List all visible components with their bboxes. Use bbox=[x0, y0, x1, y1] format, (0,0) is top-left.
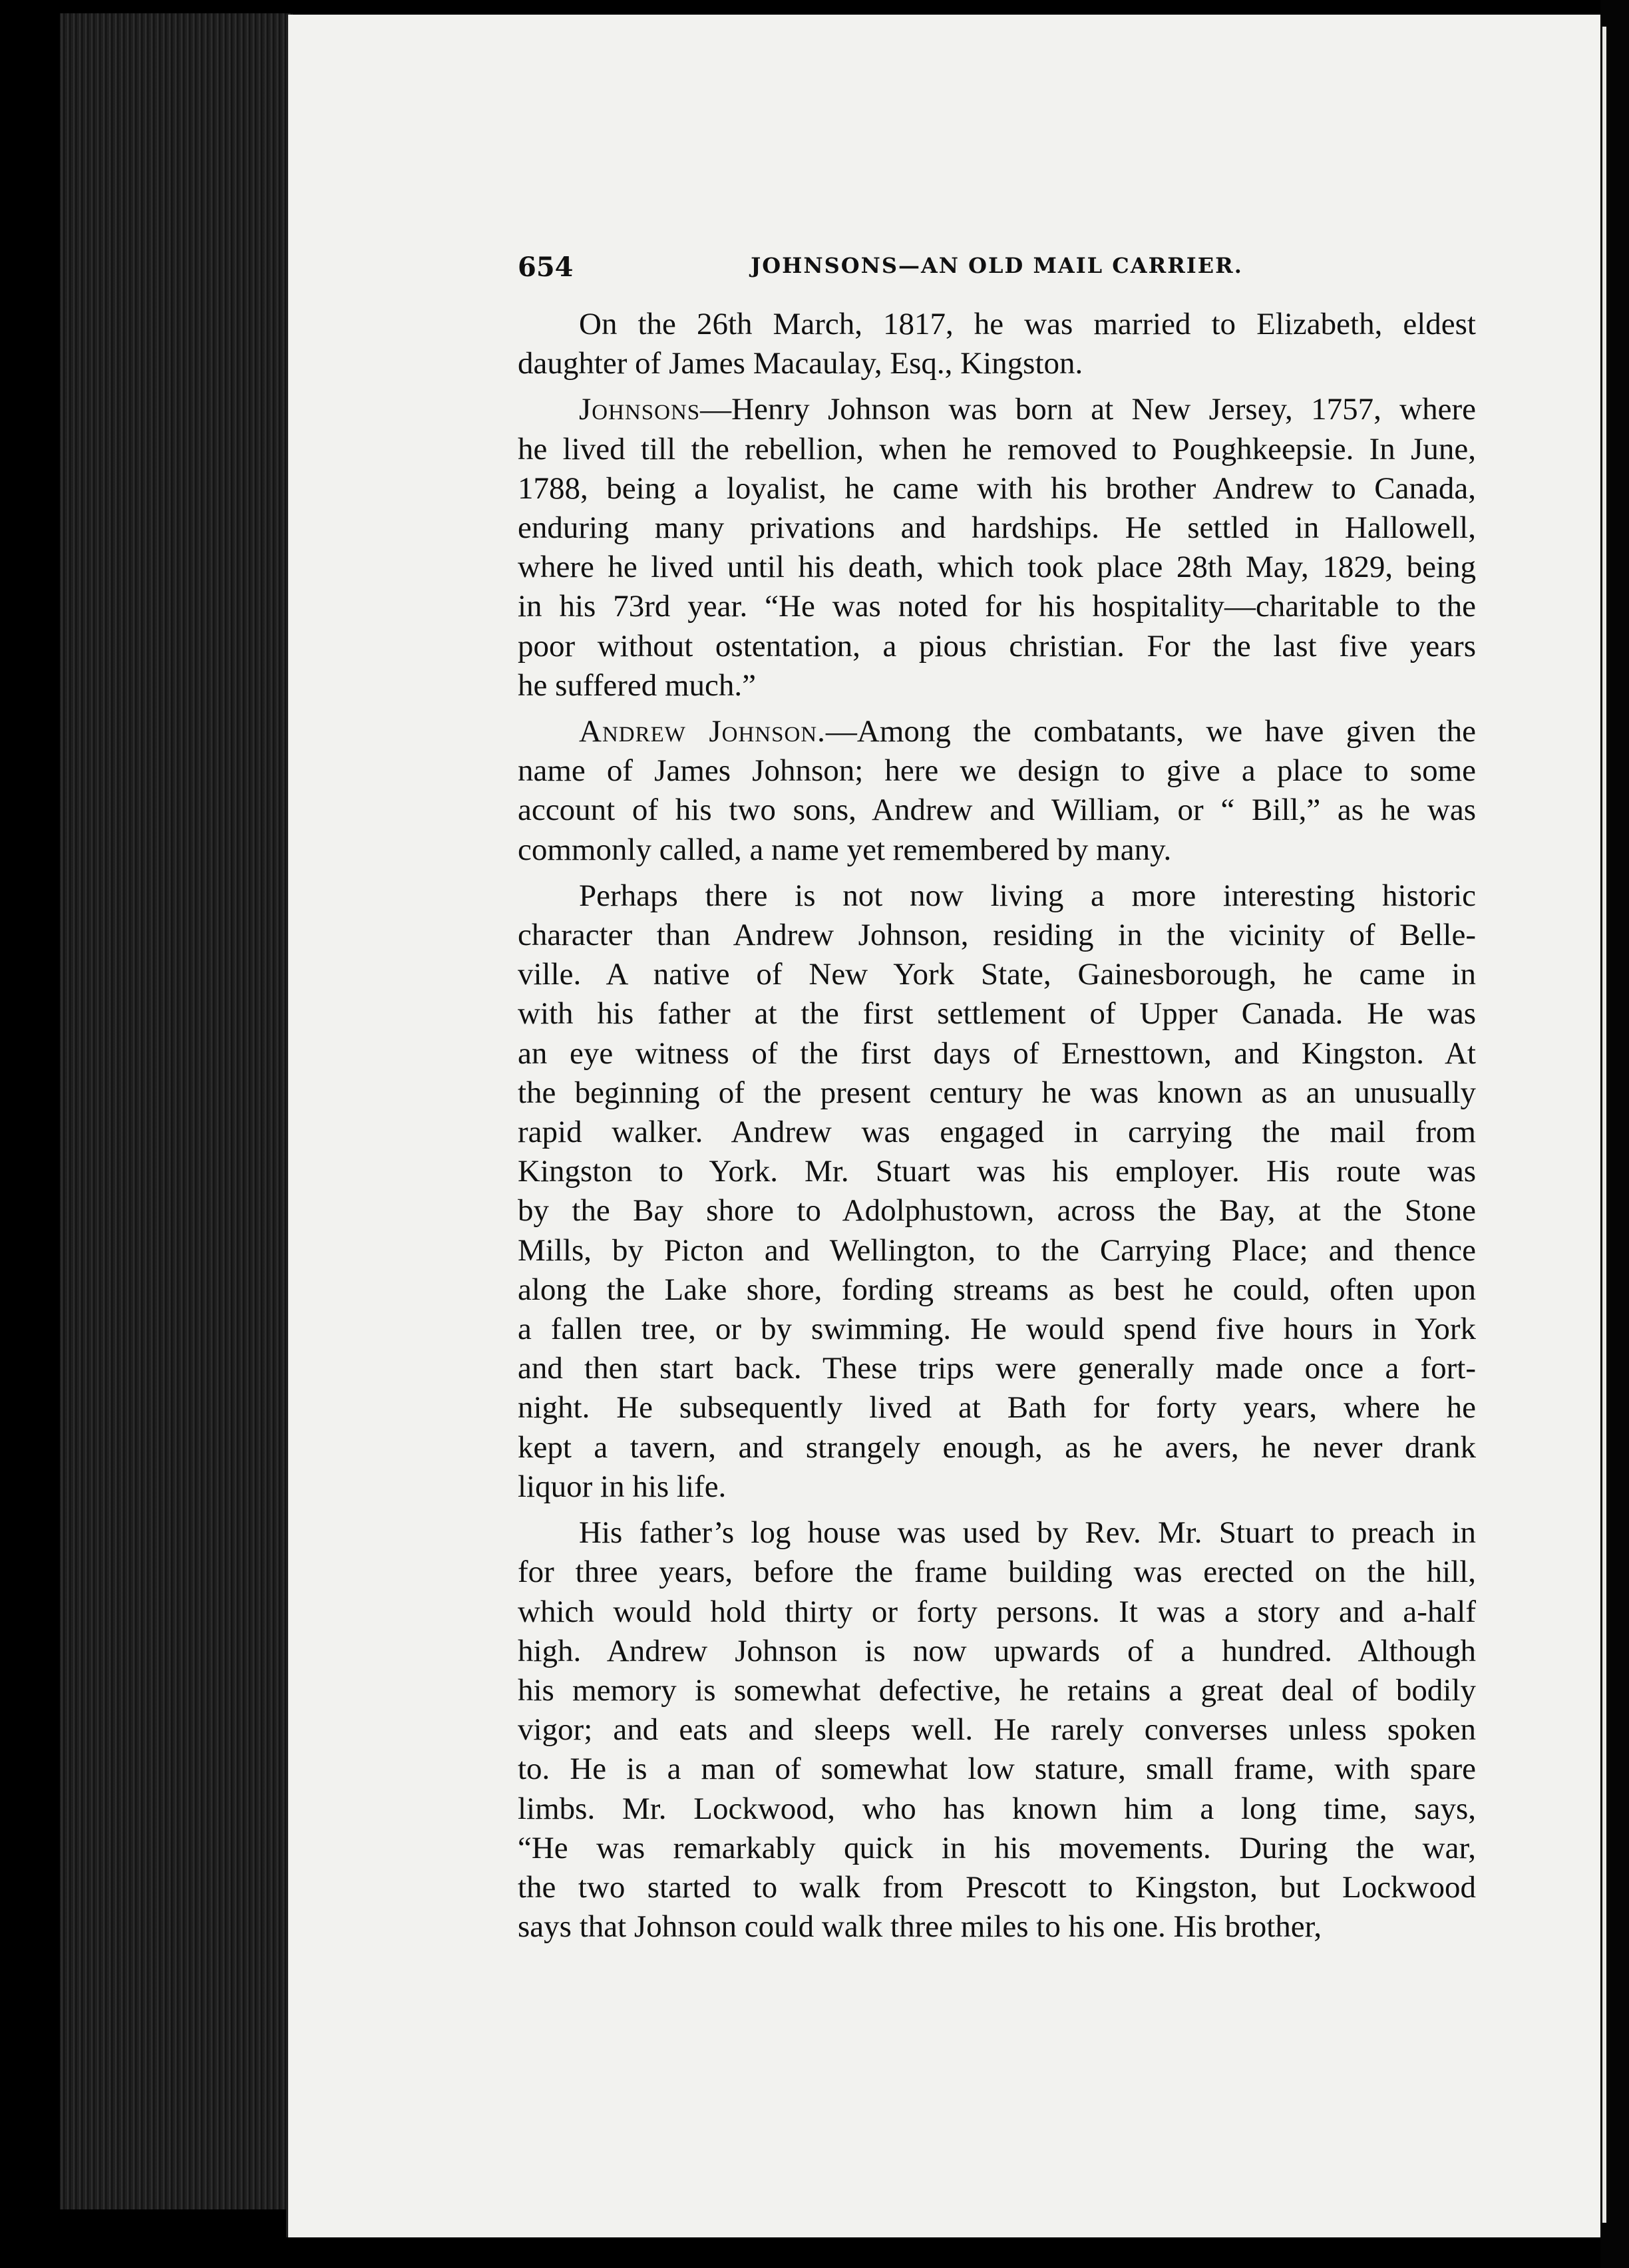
line-text: a fallen tree, or by swimming. He would spend five hours in York bbox=[518, 1312, 1476, 1347]
page-header bbox=[518, 252, 1476, 291]
book-spine-edge bbox=[60, 13, 293, 2209]
line-text: along the Lake shore, fording streams as best he could, often upon bbox=[518, 1272, 1476, 1307]
line-text: to. He is a man of somewhat low stature, small frame, with spare bbox=[518, 1752, 1476, 1787]
text-line bbox=[518, 1553, 1476, 1592]
line-text: limbs. Mr. Lockwood, who has known him a long time, says, bbox=[518, 1791, 1476, 1826]
body-text bbox=[518, 305, 1476, 1947]
line-text: and then start back. These trips were generally made once a fort- bbox=[518, 1351, 1476, 1386]
text-line bbox=[518, 305, 1476, 344]
text-line bbox=[518, 1113, 1476, 1152]
text-line bbox=[518, 1710, 1476, 1750]
line-text: account of his two sons, Andrew and William, or “ Bill,” as he was bbox=[518, 793, 1476, 828]
line-text: where he lived until his death, which took place 28th May, 1829, being bbox=[518, 550, 1476, 585]
line-text: —Among the combatants, we have given the bbox=[825, 714, 1476, 749]
line-text: commonly called, a name yet remembered by many. bbox=[518, 832, 1172, 867]
line-text: an eye witness of the first days of Ernesttown, and Kingston. At bbox=[518, 1036, 1476, 1071]
line-text: the beginning of the present century he was known as an unusually bbox=[518, 1075, 1476, 1110]
paragraph bbox=[518, 305, 1476, 383]
text-line bbox=[518, 1671, 1476, 1710]
text-line bbox=[518, 751, 1476, 791]
text-line bbox=[518, 791, 1476, 830]
section-heading: Johnsons bbox=[579, 392, 701, 427]
text-line bbox=[518, 666, 1476, 705]
facing-page-edge bbox=[1602, 27, 1606, 2223]
paragraph bbox=[518, 712, 1476, 870]
line-text: poor without ostentation, a pious christian. For the last five years bbox=[518, 628, 1476, 663]
text-line bbox=[518, 1034, 1476, 1073]
text-line bbox=[518, 1270, 1476, 1310]
text-line bbox=[518, 1467, 1476, 1507]
text-line bbox=[518, 1829, 1476, 1868]
text-line bbox=[518, 469, 1476, 508]
line-text: in his 73rd year. “He was noted for his hospitality—charitable to the bbox=[518, 589, 1476, 624]
text-line bbox=[518, 876, 1476, 916]
line-text: which would hold thirty or forty persons. It was a story and a-half bbox=[518, 1594, 1476, 1629]
line-text: On the 26th March, 1817, he was married to Elizabeth, eldest bbox=[579, 307, 1476, 341]
text-line bbox=[518, 390, 1476, 429]
text-line bbox=[518, 712, 1476, 751]
line-text: rapid walker. Andrew was engaged in carrying the mail from bbox=[518, 1115, 1476, 1150]
line-text: Kingston to York. Mr. Stuart was his employer. His route was bbox=[518, 1154, 1476, 1189]
text-line bbox=[518, 1152, 1476, 1191]
line-text: His father’s log house was used by Rev. Mr. Stuart to preach in bbox=[579, 1515, 1476, 1551]
line-text: name of James Johnson; here we design to give a place to some bbox=[518, 753, 1476, 789]
text-line bbox=[518, 587, 1476, 626]
line-text: vigor; and eats and sleeps well. He rarely converses unless spoken bbox=[518, 1712, 1476, 1748]
text-line bbox=[518, 1750, 1476, 1789]
line-text: Mills, by Picton and Wellington, to the Carrying Place; and thence bbox=[518, 1232, 1476, 1268]
text-line bbox=[518, 548, 1476, 587]
line-text: he suffered much.” bbox=[518, 667, 757, 703]
line-text: liquor in his life. bbox=[518, 1469, 727, 1504]
line-text: for three years, before the frame building was erected on the hill, bbox=[518, 1555, 1476, 1590]
text-line bbox=[518, 627, 1476, 666]
text-line bbox=[518, 1868, 1476, 1907]
line-text: he lived till the rebellion, when he removed to Poughkeepsie. In June, bbox=[518, 431, 1476, 467]
running-head: JOHNSONS—AN OLD MAIL CARRIER. bbox=[751, 253, 1243, 278]
text-line bbox=[518, 344, 1476, 383]
text-line bbox=[518, 831, 1476, 870]
line-text: high. Andrew Johnson is now upwards of a hundred. Although bbox=[518, 1633, 1476, 1668]
text-line bbox=[518, 1388, 1476, 1427]
section-heading: Andrew Johnson. bbox=[579, 714, 826, 749]
text-line bbox=[518, 1191, 1476, 1230]
paragraph bbox=[518, 876, 1476, 1507]
text-line bbox=[518, 1310, 1476, 1349]
line-text: his memory is somewhat defective, he retains a great deal of bodily bbox=[518, 1672, 1476, 1708]
line-text: night. He subsequently lived at Bath for forty years, where he bbox=[518, 1390, 1476, 1425]
page-number: 654 bbox=[518, 252, 574, 283]
paragraph bbox=[518, 390, 1476, 705]
line-text: 1788, being a loyalist, he came with his brother Andrew to Canada, bbox=[518, 471, 1476, 506]
line-text: character than Andrew Johnson, residing in the vicinity of Belle- bbox=[518, 918, 1476, 953]
line-text: “He was remarkably quick in his movements. During the war, bbox=[518, 1830, 1476, 1865]
text-line bbox=[518, 1790, 1476, 1829]
text-line bbox=[518, 1428, 1476, 1467]
text-line bbox=[518, 430, 1476, 469]
line-text: daughter of James Macaulay, Esq., Kingston. bbox=[518, 346, 1083, 381]
text-line bbox=[518, 994, 1476, 1034]
line-text: —Henry Johnson was born at New Jersey, 1757, where bbox=[700, 392, 1476, 427]
text-line bbox=[518, 1231, 1476, 1270]
text-line bbox=[518, 916, 1476, 955]
text-line bbox=[518, 1632, 1476, 1671]
line-text: says that Johnson could walk three miles to his one. His brother, bbox=[518, 1909, 1322, 1945]
line-text: enduring many privations and hardships. He settled in Hallowell, bbox=[518, 510, 1476, 546]
text-line bbox=[518, 1513, 1476, 1553]
text-line bbox=[518, 508, 1476, 548]
text-line bbox=[518, 1907, 1476, 1947]
line-text: Perhaps there is not now living a more interesting historic bbox=[579, 878, 1476, 913]
line-text: with his father at the first settlement of Upper Canada. He was bbox=[518, 996, 1476, 1032]
text-line bbox=[518, 1593, 1476, 1632]
line-text: by the Bay shore to Adolphustown, across the Bay, at the Stone bbox=[518, 1193, 1476, 1228]
text-line bbox=[518, 1349, 1476, 1388]
line-text: the two started to walk from Prescott to Kingston, but Lockwood bbox=[518, 1869, 1476, 1905]
text-line bbox=[518, 1073, 1476, 1113]
line-text: ville. A native of New York State, Gainesborough, he came in bbox=[518, 957, 1476, 992]
text-line bbox=[518, 955, 1476, 994]
paragraph bbox=[518, 1513, 1476, 1947]
line-text: kept a tavern, and strangely enough, as he avers, he never drank bbox=[518, 1429, 1476, 1465]
